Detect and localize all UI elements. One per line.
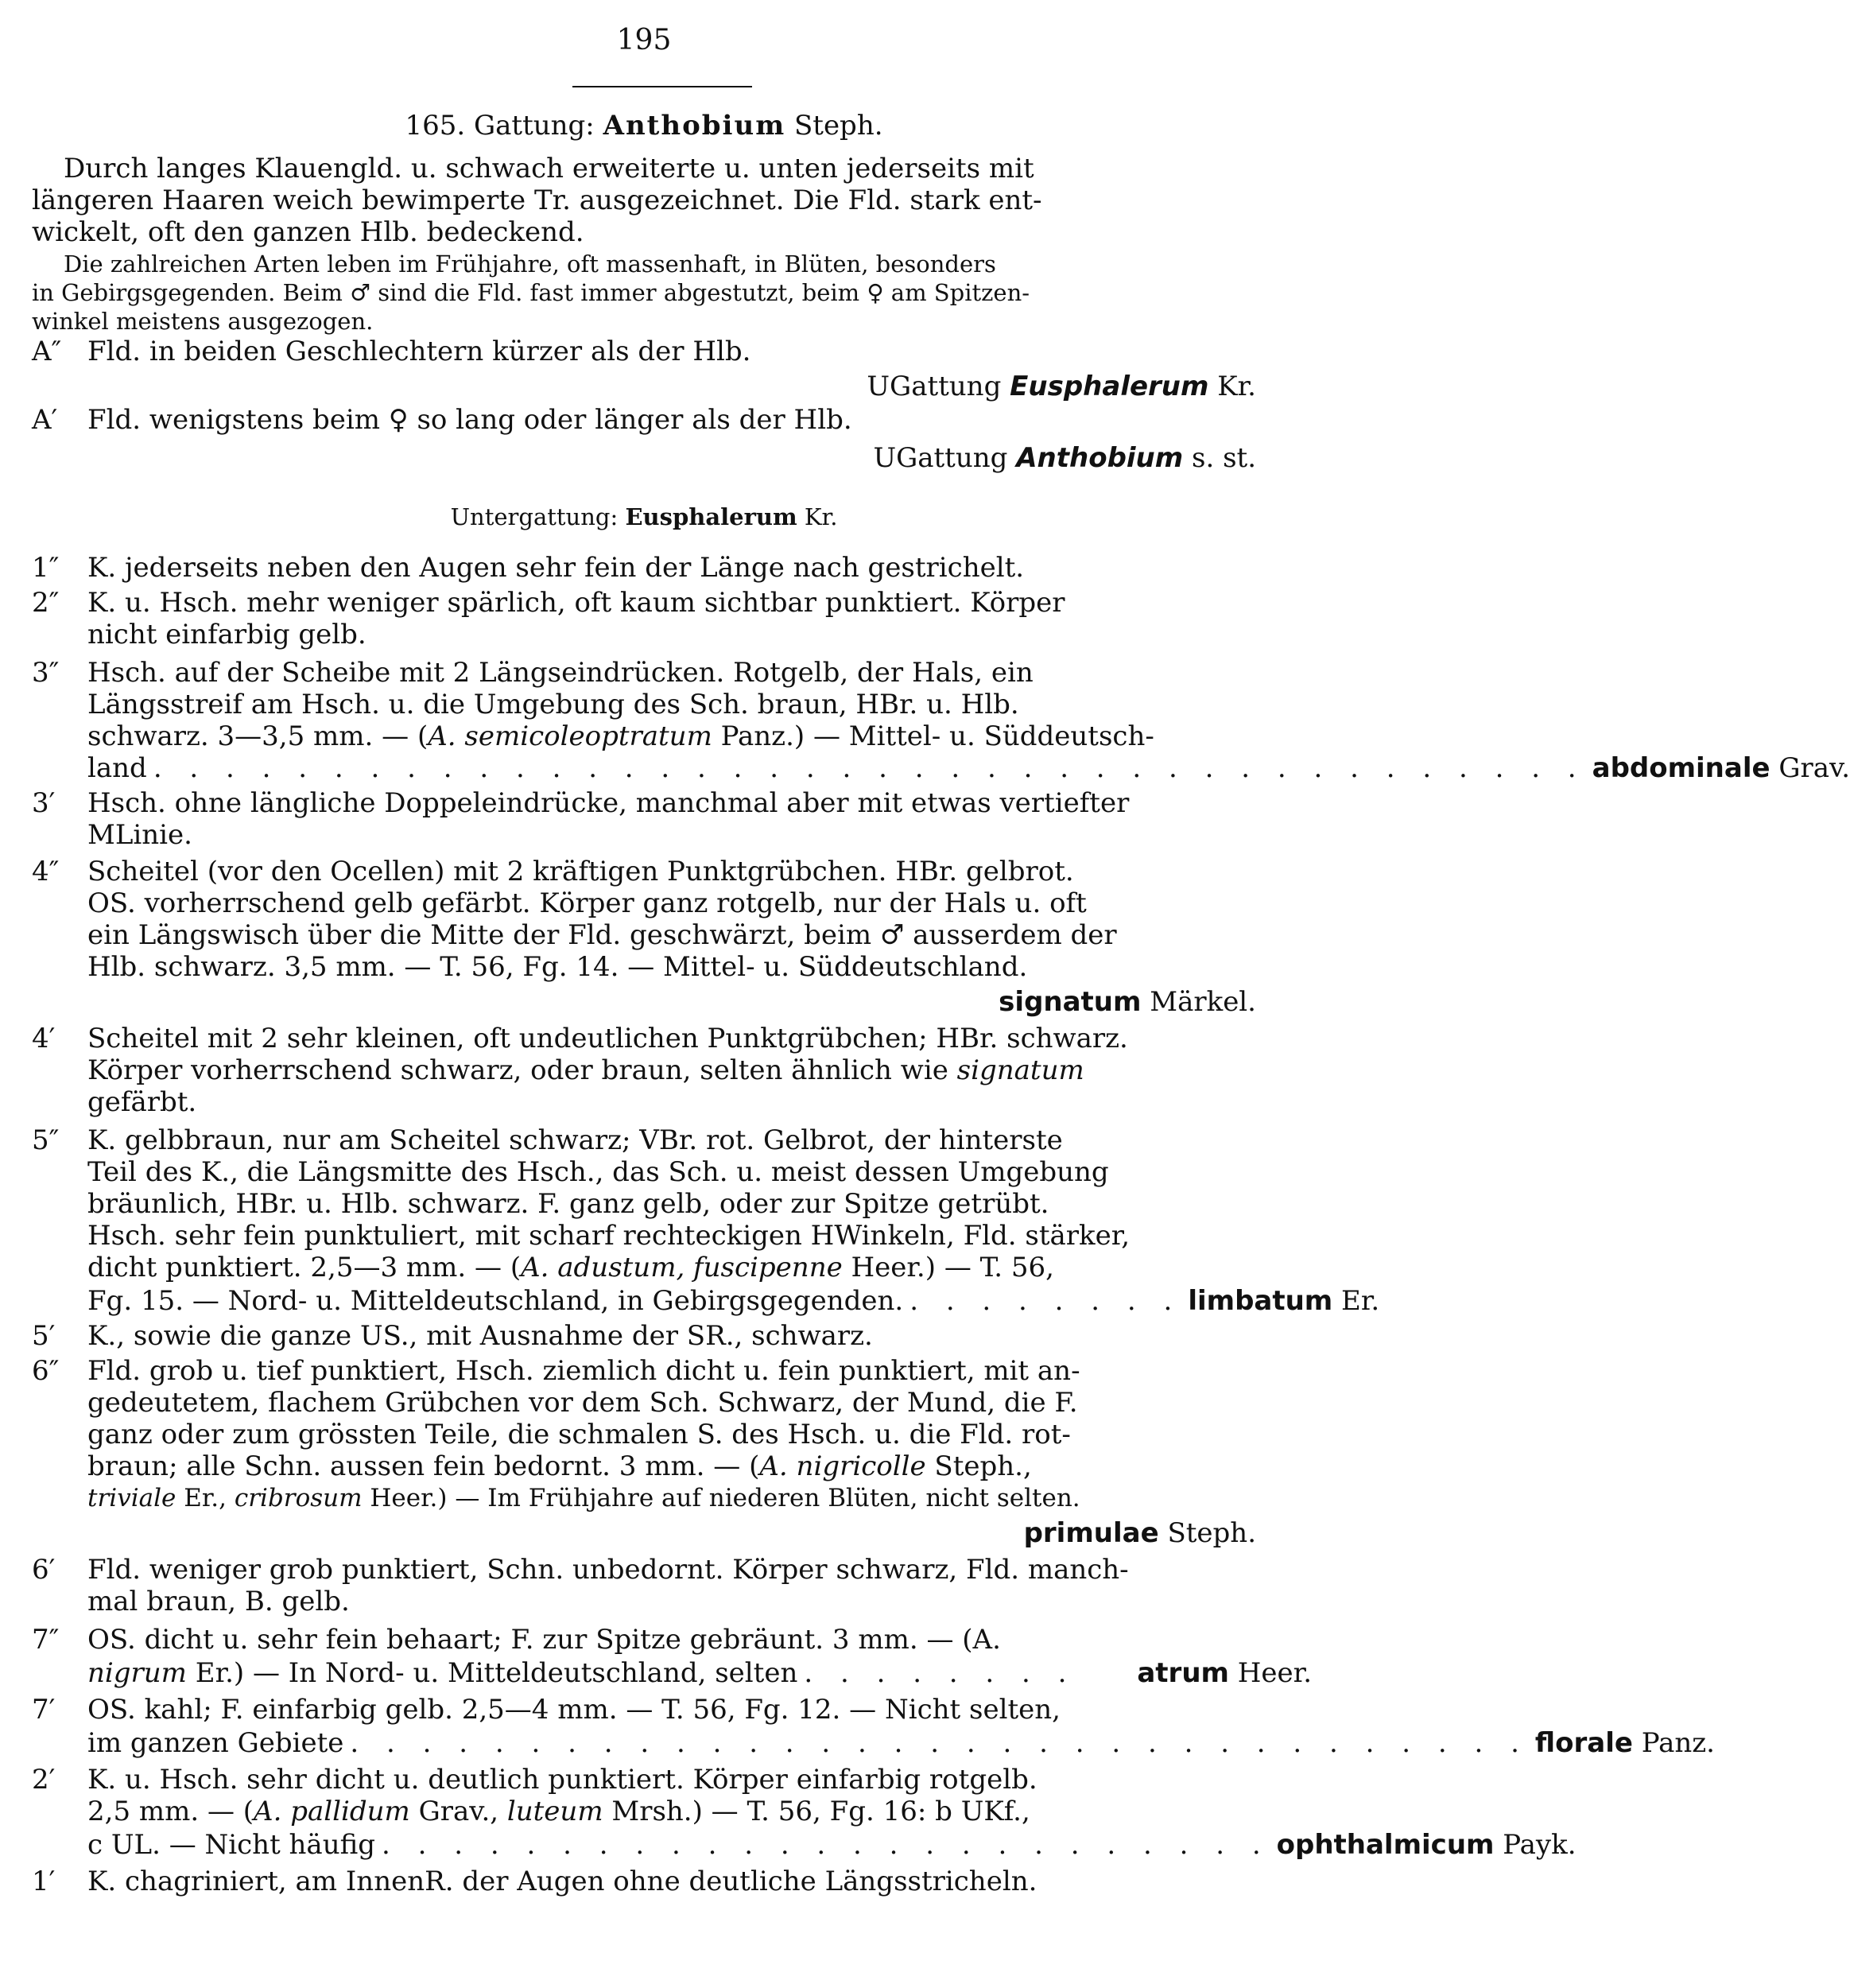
species-name: abdominale [1592,752,1770,784]
key-couplet: 3′ Hsch. ohne längliche Doppeleindrücke, manchmal aber mit etwas vertiefter [32,787,1130,819]
species-line: signatum Märkel. [999,986,1256,1018]
species-name: florale [1534,1727,1633,1759]
page-number: 195 [616,24,672,56]
key-couplet-a2: A″ Fld. in beiden Geschlechtern kürzer als der Hlb. [32,336,751,367]
key-couplet: 7′ OS. kahl; F. einfarbig gelb. 2,5—4 mm. — T. 56, Fg. 12. — Nicht selten, [32,1694,1061,1726]
species-line: Fg. 15. — Nord- u. Mitteldeutschland, in Gebirgsgegenden. . . . . . . . . limbatum Er. [87,1285,1380,1317]
key-result: UGattung Anthobium s. st. [873,442,1256,474]
species-name: ophthalmicum [1276,1829,1495,1861]
species-line: im ganzen Gebiete . . . . . . . . . . . . . . . . . . . . . . . . . . . . . . . . . florale Panz. [87,1727,1715,1759]
key-couplet: 2″ K. u. Hsch. mehr weniger spärlich, oft kaum sichtbar punktiert. Körper [32,587,1065,619]
key-text: OS. vorherrschend gelb gefärbt. Körper ganz rotgelb, nur der Hals u. oft [87,887,1087,919]
intro-line: Durch langes Klauengld. u. schwach erweiterte u. unten jederseits mit [64,153,1034,184]
key-text: ein Längswisch über die Mitte der Fld. geschwärzt, beim ♂ ausserdem der [87,919,1117,951]
key-couplet: 3″ Hsch. auf der Scheibe mit 2 Längseindrücken. Rotgelb, der Hals, ein [32,657,1034,689]
species-line: nigrum Er.) — In Nord- u. Mitteldeutschland, selten . . . . . . . . atrum Heer. [87,1657,1312,1689]
key-text: triviale Er., cribrosum Heer.) — Im Frühjahre auf niederen Blüten, nicht selten. [87,1484,1080,1512]
key-text: 2,5 mm. — (A. pallidum Grav., luteum Mrsh.) — T. 56, Fg. 16: b UKf., [87,1796,1030,1827]
key-couplet: 1″ K. jederseits neben den Augen sehr fein der Länge nach gestrichelt. [32,552,1025,584]
header-rule [572,86,752,87]
subgenus-heading: Untergattung: Eusphalerum Kr. [450,503,838,530]
species-line: primulae Steph. [1023,1517,1256,1549]
key-text: braun; alle Schn. aussen fein bedornt. 3 mm. — (A. nigricolle Steph., [87,1450,1032,1482]
species-line: land . . . . . . . . . . . . . . . . . . . . . . . . . . . . . . . . . . . . . . . . abdominale Grav. [87,752,1850,784]
key-couplet: 4′ Scheitel mit 2 sehr kleinen, oft undeutlichen Punktgrübchen; HBr. schwarz. [32,1023,1128,1054]
key-text: Längsstreif am Hsch. u. die Umgebung des Sch. braun, HBr. u. Hlb. [87,689,1019,720]
species-name: atrum [1137,1657,1229,1689]
key-text: nicht einfarbig gelb. [87,619,367,650]
note-line: in Gebirgsgegenden. Beim ♂ sind die Fld. fast immer abgestutzt, beim ♀ am Spitzen- [32,279,1030,306]
note-line: Die zahlreichen Arten leben im Frühjahre, oft massenhaft, in Blüten, besonders [64,250,996,278]
key-couplet: 4″ Scheitel (vor den Ocellen) mit 2 kräftigen Punktgrübchen. HBr. gelbrot. [32,856,1074,887]
species-line: c UL. — Nicht häufig . . . . . . . . . . . . . . . . . . . . . . . . . ophthalmicum Payk. [87,1829,1577,1861]
key-result: UGattung Eusphalerum Kr. [867,371,1256,402]
key-couplet: 6″ Fld. grob u. tief punktiert, Hsch. ziemlich dicht u. fein punktiert, mit an- [32,1355,1080,1387]
intro-line: längeren Haaren weich bewimperte Tr. ausgezeichnet. Die Fld. stark ent- [32,184,1042,216]
key-text: mal braun, B. gelb. [87,1586,350,1617]
key-couplet: 5″ K. gelbbraun, nur am Scheitel schwarz; VBr. rot. Gelbrot, der hinterste [32,1124,1063,1156]
species-name: primulae [1023,1517,1159,1549]
key-couplet: 1′ K. chagriniert, am InnenR. der Augen ohne deutliche Längsstricheln. [32,1866,1037,1897]
intro-line: wickelt, oft den ganzen Hlb. bedeckend. [32,216,584,248]
key-text: bräunlich, HBr. u. Hlb. schwarz. F. ganz gelb, oder zur Spitze getrübt. [87,1188,1049,1220]
genus-heading: 165. Gattung: Anthobium Steph. [405,110,883,142]
key-text: Körper vorherrschend schwarz, oder braun, selten ähnlich wie signatum [87,1054,1084,1086]
key-couplet: 6′ Fld. weniger grob punktiert, Schn. unbedornt. Körper schwarz, Fld. manch- [32,1554,1129,1586]
key-couplet-a1: A′ Fld. wenigstens beim ♀ so lang oder länger als der Hlb. [32,404,852,436]
key-couplet: 2′ K. u. Hsch. sehr dicht u. deutlich punktiert. Körper einfarbig rotgelb. [32,1764,1037,1796]
note-line: winkel meistens ausgezogen. [32,308,374,335]
key-text: dicht punktiert. 2,5—3 mm. — (A. adustum, fuscipenne Heer.) — T. 56, [87,1252,1054,1283]
key-text: schwarz. 3—3,5 mm. — (A. semicoleoptratum Panz.) — Mittel- u. Süddeutsch- [87,720,1154,752]
species-name: limbatum [1188,1285,1333,1317]
species-name: signatum [999,986,1142,1018]
key-text: Hlb. schwarz. 3,5 mm. — T. 56, Fg. 14. — Mittel- u. Süddeutschland. [87,951,1028,983]
key-text: gedeutetem, flachem Grübchen vor dem Sch. Schwarz, der Mund, die F. [87,1387,1078,1419]
key-couplet: 5′ K., sowie die ganze US., mit Ausnahme der SR., schwarz. [32,1320,873,1352]
key-couplet: 7″ OS. dicht u. sehr fein behaart; F. zur Spitze gebräunt. 3 mm. — (A. [32,1624,1001,1656]
key-text: Teil des K., die Längsmitte des Hsch., das Sch. u. meist dessen Umgebung [87,1156,1109,1188]
key-text: gefärbt. [87,1086,197,1118]
key-text: Hsch. sehr fein punktuliert, mit scharf rechteckigen HWinkeln, Fld. stärker, [87,1220,1131,1252]
key-text: ganz oder zum grössten Teile, die schmalen S. des Hsch. u. die Fld. rot- [87,1419,1071,1450]
key-text: MLinie. [87,819,192,851]
